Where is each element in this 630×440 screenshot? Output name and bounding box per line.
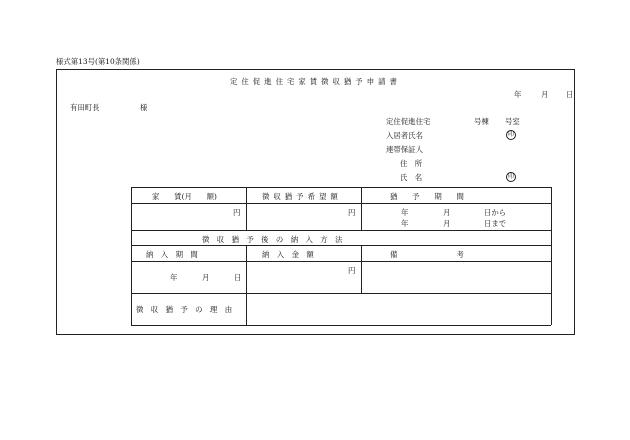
date-year-label: 年 [514, 90, 522, 99]
period-header: 猶 予 期 間 [390, 192, 464, 201]
period-to-day: 日まで [484, 219, 507, 228]
rent-unit: 円 [233, 208, 241, 217]
table-line [246, 187, 247, 230]
payment-method-header: 徴 収 猶 予 後 の 納 入 方 法 [202, 235, 343, 244]
table-line [131, 325, 551, 326]
table-line [131, 187, 551, 188]
period-to-month: 月 [443, 219, 451, 228]
table-line [361, 187, 362, 230]
guarantor-address-label: 住 所 [400, 159, 423, 168]
table-line [131, 293, 551, 294]
table-line [131, 230, 551, 231]
table-line [361, 245, 362, 293]
period-from-month: 月 [443, 208, 451, 217]
table-line [131, 245, 551, 246]
guarantor-seal-mark: 印 [507, 173, 514, 180]
period-from-year: 年 [401, 208, 409, 217]
resident-seal-mark: 印 [507, 131, 514, 138]
date-month-label: 月 [541, 90, 549, 99]
remarks-header: 備 考 [390, 250, 464, 259]
housing-label: 定住促進住宅 [386, 117, 431, 126]
table-line [551, 187, 552, 325]
payment-year: 年 [170, 273, 178, 282]
guarantor-name-label: 氏 名 [400, 173, 423, 182]
reason-label: 徴 収 猶 予 の 理 由 [136, 305, 233, 314]
addressee-name: 有田町長 [70, 103, 100, 112]
deferral-unit: 円 [348, 208, 356, 217]
payment-amount-unit: 円 [348, 266, 356, 275]
period-to-year: 年 [401, 219, 409, 228]
period-from-day: 日から [484, 208, 507, 217]
table-line [131, 203, 551, 204]
payment-day: 日 [234, 273, 242, 282]
form-frame [56, 69, 575, 335]
table-line [131, 187, 132, 325]
rent-header: 家 賃(月 額) [152, 192, 217, 201]
building-label: 号棟 [474, 117, 489, 126]
addressee-honorific: 様 [140, 103, 148, 112]
payment-amount-header: 納 入 金 額 [262, 250, 314, 259]
table-line [131, 261, 551, 262]
form-number: 様式第13号(第10条関係) [56, 57, 140, 66]
guarantor-label: 連帯保証人 [386, 145, 423, 154]
resident-name-label: 入居者氏名 [386, 131, 423, 140]
deferral-amount-header: 徴収猶予希望額 [262, 192, 342, 201]
form-title: 定住促進住宅家賃徴収猶予申請書 [230, 77, 401, 86]
room-label: 号室 [505, 117, 520, 126]
table-line [246, 245, 247, 325]
payment-month: 月 [202, 273, 210, 282]
date-day-label: 日 [566, 90, 574, 99]
payment-period-header: 納 入 期 間 [146, 250, 198, 259]
